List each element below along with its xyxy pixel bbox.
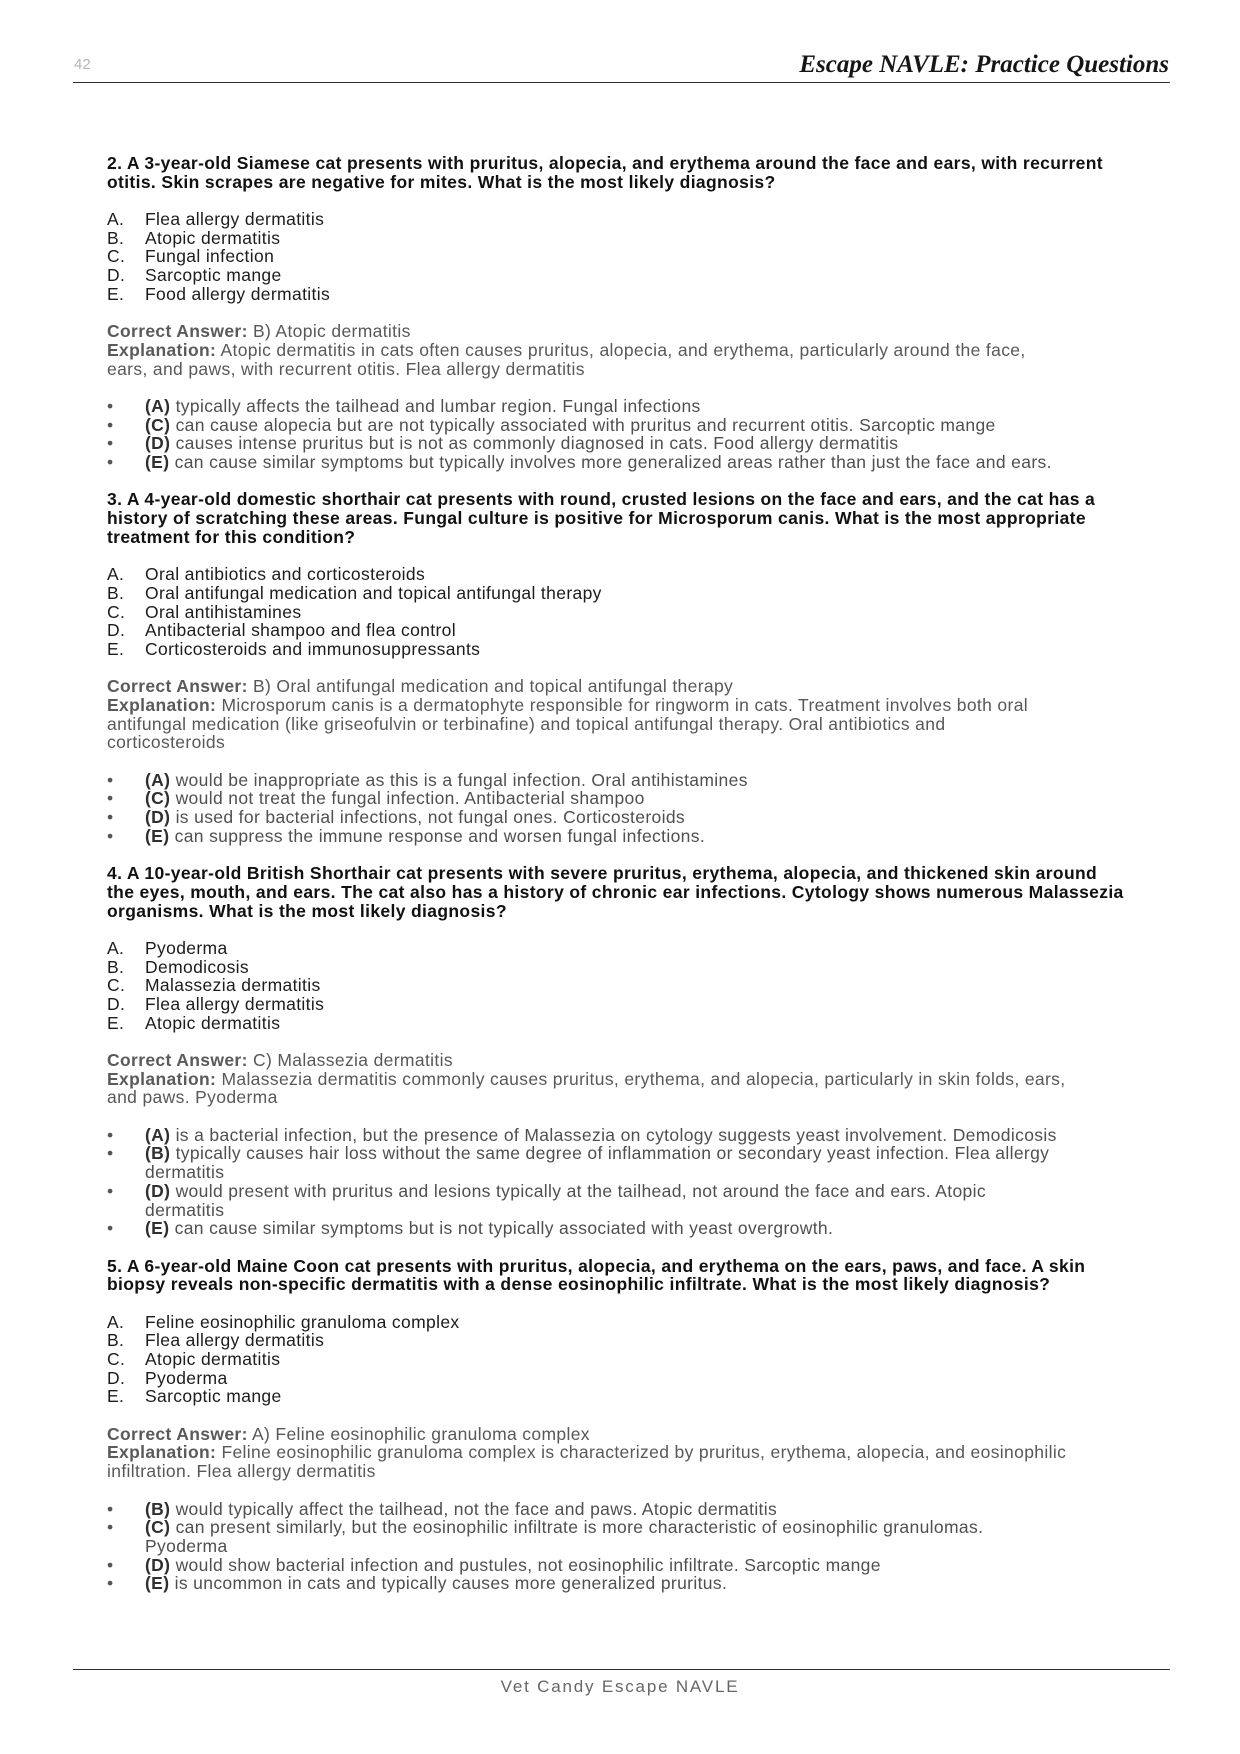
rationale-line: [145, 1500, 1170, 1519]
option-e: [107, 1387, 1170, 1406]
correct-answer-line: [107, 1425, 1170, 1444]
correct-answer-line: [107, 677, 1170, 696]
rationale-marker: (E): [145, 452, 170, 472]
question-stem-line: 3. A 4-year-old domestic shorthair cat presents with round, crusted lesions on the face and ears, and the cat has a: [107, 489, 1096, 510]
footer-divider: [73, 1669, 1170, 1670]
option-letter: A.: [107, 564, 125, 585]
explanation-text: and paws. Pyoderma: [107, 1087, 278, 1108]
option-b: [107, 584, 1170, 603]
option-letter: A.: [107, 1311, 125, 1332]
explanation-text: antifungal medication (like griseofulvin or terbinafine) and topical antifungal therapy. Oral antibiotics and: [107, 713, 946, 734]
explanation-text: infiltration. Flea allergy dermatitis: [107, 1461, 376, 1482]
option-b: [107, 958, 1170, 977]
question-stem-line: treatment for this condition?: [107, 526, 356, 547]
option-letter: C.: [107, 1349, 126, 1369]
footer-text: Vet Candy Escape NAVLE: [500, 1677, 740, 1696]
question-stem: [107, 864, 1170, 920]
question-stem-line: 2. A 3-year-old Siamese cat presents with pruritus, alopecia, and erythema around the face and ears, with recurrent: [107, 153, 1103, 173]
option-letter: A.: [107, 937, 125, 958]
rationale-marker: (D): [145, 1180, 171, 1201]
option-text: Atopic dermatitis: [145, 1012, 281, 1033]
rationale-text: would typically affect the tailhead, not the face and paws. Atopic dermatitis: [175, 1498, 778, 1519]
question-stem-line: organisms. What is the most likely diagnosis?: [107, 900, 507, 921]
bullet-icon: [107, 1144, 127, 1163]
rationale-marker: (A): [145, 1124, 171, 1145]
rationale-marker: (D): [145, 807, 171, 828]
rationale-item: [107, 1144, 1170, 1181]
question-stem-line: 5. A 6-year-old Maine Coon cat presents with pruritus, alopecia, and erythema on the ears, paws, and face. A skin: [107, 1255, 1086, 1276]
rationale-line: [145, 771, 1170, 790]
rationale-text: typically affects the tailhead and lumbar region. Fungal infections: [175, 395, 701, 416]
option-e: [107, 640, 1170, 659]
rationale-item: [107, 771, 1170, 790]
rationale-marker: (E): [145, 825, 170, 846]
bullet-icon: [107, 808, 127, 827]
option-letter: B.: [107, 1330, 125, 1351]
rationale-line: [145, 1126, 1170, 1145]
rationale-item: [107, 453, 1170, 472]
option-letter: D.: [107, 993, 126, 1014]
rationale-line: [145, 434, 1170, 453]
answer-block: [107, 677, 1170, 752]
rationale-line: [145, 1518, 1170, 1537]
rationale-list: [107, 1500, 1170, 1593]
option-text: Pyoderma: [145, 937, 228, 958]
rationale-item: [107, 808, 1170, 827]
answer-options: [107, 565, 1170, 658]
correct-answer-value: B) Atopic dermatitis: [252, 321, 411, 342]
option-a: [107, 565, 1170, 584]
option-b: [107, 1331, 1170, 1350]
rationale-text: would show bacterial infection and pustules, not eosinophilic infiltrate. Sarcoptic mange: [175, 1554, 881, 1575]
rationale-line: [145, 1182, 1170, 1201]
rationale-text: causes intense pruritus but is not as commonly diagnosed in cats. Food allergy dermatitis: [175, 433, 899, 454]
rationale-text: can cause similar symptoms but typically involves more generalized areas rather than just the face and ears.: [174, 452, 1052, 472]
bullet-icon: [107, 827, 127, 846]
rationale-text: Pyoderma: [145, 1535, 228, 1556]
question-stem-line: 4. A 10-year-old British Shorthair cat presents with severe pruritus, erythema, alopecia, and thickened skin around: [107, 863, 1098, 884]
rationale-list: [107, 771, 1170, 846]
rationale-line: [145, 397, 1170, 416]
bullet-icon: [107, 1182, 127, 1201]
explanation-label: Explanation:: [107, 1068, 217, 1089]
answer-options: [107, 210, 1170, 303]
question-stem: [107, 154, 1170, 191]
answer-block: [107, 1051, 1170, 1107]
question-4: [107, 864, 1170, 1238]
bullet-icon: [107, 1500, 127, 1519]
option-c: [107, 603, 1170, 622]
answer-block: [107, 322, 1170, 378]
option-letter: B.: [107, 956, 125, 977]
explanation-label: Explanation:: [107, 339, 217, 360]
explanation-text: Microsporum canis is a dermatophyte responsible for ringworm in cats. Treatment involves both oral: [221, 694, 1029, 715]
option-text: Flea allergy dermatitis: [145, 209, 325, 230]
question-stem-line: history of scratching these areas. Fungal culture is positive for Microsporum canis. What is the most appropriate: [107, 508, 1086, 529]
option-d: [107, 266, 1170, 285]
rationale-marker: (B): [145, 1498, 171, 1519]
rationale-text: would present with pruritus and lesions typically at the tailhead, not around the face and ears. Atopic: [175, 1180, 986, 1201]
bullet-icon: [107, 789, 127, 808]
rationale-text: is uncommon in cats and typically causes more generalized pruritus.: [174, 1573, 728, 1594]
rationale-item: [107, 1574, 1170, 1593]
rationale-text: can suppress the immune response and worsen fungal infections.: [174, 825, 706, 846]
rationale-marker: (A): [145, 395, 171, 416]
rationale-marker: (C): [145, 788, 171, 809]
option-letter: C.: [107, 246, 126, 267]
rationale-marker: (E): [145, 1218, 170, 1239]
page-title: Escape NAVLE: Practice Questions: [799, 51, 1169, 78]
option-letter: C.: [107, 975, 126, 996]
option-a: [107, 939, 1170, 958]
page-number: 42: [74, 56, 91, 73]
rationale-item: [107, 1556, 1170, 1575]
option-text: Flea allergy dermatitis: [145, 1330, 325, 1351]
option-letter: C.: [107, 601, 126, 622]
correct-answer-label: Correct Answer:: [107, 1423, 248, 1444]
question-stem: [107, 490, 1170, 546]
question-3: [107, 490, 1170, 845]
correct-answer-label: Correct Answer:: [107, 321, 248, 342]
rationale-line: [145, 1219, 1170, 1238]
rationale-marker: (B): [145, 1143, 171, 1164]
option-c: [107, 1350, 1170, 1369]
rationale-item: [107, 1219, 1170, 1238]
explanation-text: Atopic dermatitis in cats often causes pruritus, alopecia, and erythema, particularly around the face,: [220, 339, 1026, 360]
rationale-item: [107, 1126, 1170, 1145]
option-letter: E.: [107, 1386, 125, 1407]
correct-answer-line: [107, 322, 1170, 341]
option-a: [107, 1313, 1170, 1332]
correct-answer-line: [107, 1051, 1170, 1070]
option-letter: D.: [107, 620, 126, 641]
option-letter: D.: [107, 1367, 126, 1388]
rationale-item: [107, 434, 1170, 453]
explanation-line: [107, 1443, 1170, 1462]
explanation-label: Explanation:: [107, 1442, 217, 1463]
correct-answer-value: A) Feline eosinophilic granuloma complex: [252, 1423, 590, 1444]
rationale-item: [107, 397, 1170, 416]
rationale-item: [107, 789, 1170, 808]
rationale-item: [107, 1500, 1170, 1519]
rationale-marker: (E): [145, 1573, 170, 1594]
bullet-icon: [107, 1574, 127, 1593]
rationale-line: [145, 1144, 1170, 1163]
question-stem: [107, 1257, 1170, 1294]
rationale-text: can cause alopecia but are not typically associated with pruritus and recurrent otitis. Sarcoptic mange: [175, 414, 996, 435]
rationale-line: [145, 416, 1170, 435]
explanation-text: ears, and paws, with recurrent otitis. Flea allergy dermatitis: [107, 358, 585, 379]
rationale-item: [107, 1182, 1170, 1219]
option-text: Pyoderma: [145, 1367, 228, 1388]
option-text: Feline eosinophilic granuloma complex: [145, 1311, 460, 1332]
option-text: Atopic dermatitis: [145, 1349, 281, 1369]
option-text: Atopic dermatitis: [145, 227, 281, 248]
rationale-text: dermatitis: [145, 1162, 225, 1183]
option-letter: B.: [107, 582, 125, 603]
rationale-marker: (D): [145, 1554, 171, 1575]
correct-answer-label: Correct Answer:: [107, 676, 248, 697]
rationale-line: [145, 808, 1170, 827]
bullet-icon: [107, 1556, 127, 1575]
correct-answer-value: B) Oral antifungal medication and topical antifungal therapy: [252, 676, 734, 697]
answer-block: [107, 1425, 1170, 1481]
option-letter: E.: [107, 283, 125, 304]
question-stem-line: the eyes, mouth, and ears. The cat also has a history of chronic ear infections. Cytology shows numerous Malassezia: [107, 881, 1124, 902]
question-stem-line: biopsy reveals non-specific dermatitis with a dense eosinophilic infiltrate. What is the most likely diagnosis?: [107, 1274, 1051, 1295]
rationale-text: typically causes hair loss without the same degree of inflammation or secondary yeast infection. Flea allergy: [175, 1143, 1050, 1164]
explanation-label: Explanation:: [107, 694, 217, 715]
rationale-text: can cause similar symptoms but is not typically associated with yeast overgrowth.: [174, 1218, 834, 1239]
question-stem-line: otitis. Skin scrapes are negative for mites. What is the most likely diagnosis?: [107, 171, 776, 192]
option-c: [107, 976, 1170, 995]
rationale-text: is a bacterial infection, but the presence of Malassezia on cytology suggests yeast involvement. Demodicosis: [175, 1124, 1057, 1145]
rationale-marker: (A): [145, 769, 171, 790]
rationale-item: [107, 1518, 1170, 1555]
bullet-icon: [107, 434, 127, 453]
rationale-item: [107, 827, 1170, 846]
option-letter: E.: [107, 638, 125, 659]
option-letter: D.: [107, 265, 126, 286]
rationale-list: [107, 397, 1170, 472]
option-text: Fungal infection: [145, 246, 275, 267]
option-letter: E.: [107, 1012, 125, 1033]
bullet-icon: [107, 1219, 127, 1238]
rationale-text: dermatitis: [145, 1199, 225, 1220]
rationale-line: [145, 789, 1170, 808]
rationale-marker: (C): [145, 1517, 171, 1538]
option-d: [107, 621, 1170, 640]
explanation-line: [107, 1070, 1170, 1089]
bullet-icon: [107, 771, 127, 790]
rationale-line: [145, 1574, 1170, 1593]
bullet-icon: [107, 453, 127, 472]
rationale-text: would be inappropriate as this is a fungal infection. Oral antihistamines: [175, 769, 748, 790]
bullet-icon: [107, 1126, 127, 1145]
option-d: [107, 995, 1170, 1014]
correct-answer-value: C) Malassezia dermatitis: [252, 1050, 453, 1070]
option-e: [107, 1014, 1170, 1033]
rationale-list: [107, 1126, 1170, 1238]
option-text: Sarcoptic mange: [145, 1386, 282, 1407]
correct-answer-label: Correct Answer:: [107, 1050, 248, 1070]
explanation-line: [107, 341, 1170, 360]
rationale-line: [145, 827, 1170, 846]
answer-options: [107, 1313, 1170, 1406]
explanation-text: corticosteroids: [107, 732, 226, 753]
option-text: Sarcoptic mange: [145, 265, 282, 286]
option-text: Antibacterial shampoo and flea control: [145, 620, 456, 641]
option-text: Oral antibiotics and corticosteroids: [145, 564, 426, 585]
option-letter: B.: [107, 227, 125, 248]
option-d: [107, 1369, 1170, 1388]
option-c: [107, 247, 1170, 266]
option-text: Corticosteroids and immunosuppressants: [145, 638, 481, 659]
bullet-icon: [107, 397, 127, 416]
page-content: [107, 154, 1170, 1612]
rationale-text: is used for bacterial infections, not fungal ones. Corticosteroids: [175, 807, 686, 828]
rationale-line: [145, 453, 1170, 472]
rationale-item: [107, 416, 1170, 435]
bullet-icon: [107, 1518, 127, 1537]
question-2: [107, 154, 1170, 472]
rationale-line: [145, 1556, 1170, 1575]
answer-options: [107, 939, 1170, 1032]
explanation-text: Feline eosinophilic granuloma complex is characterized by pruritus, erythema, alopecia, and eosinophilic: [221, 1442, 1067, 1463]
option-text: Flea allergy dermatitis: [145, 993, 325, 1014]
rationale-marker: (D): [145, 433, 171, 454]
option-text: Oral antihistamines: [145, 601, 302, 622]
option-e: [107, 285, 1170, 304]
option-text: Demodicosis: [145, 956, 250, 977]
option-a: [107, 210, 1170, 229]
bullet-icon: [107, 416, 127, 435]
question-5: [107, 1257, 1170, 1593]
explanation-line: [107, 696, 1170, 715]
option-text: Malassezia dermatitis: [145, 975, 321, 996]
header-divider: [73, 82, 1170, 83]
rationale-text: would not treat the fungal infection. Antibacterial shampoo: [175, 788, 645, 809]
rationale-marker: (C): [145, 414, 171, 435]
option-letter: A.: [107, 209, 125, 230]
explanation-text: Malassezia dermatitis commonly causes pruritus, erythema, and alopecia, particularly in skin folds, ears,: [221, 1068, 1066, 1089]
option-text: Food allergy dermatitis: [145, 283, 331, 304]
option-text: Oral antifungal medication and topical antifungal therapy: [145, 582, 602, 603]
rationale-text: can present similarly, but the eosinophilic infiltrate is more characteristic of eosinophilic granulomas.: [175, 1517, 984, 1538]
option-b: [107, 229, 1170, 248]
